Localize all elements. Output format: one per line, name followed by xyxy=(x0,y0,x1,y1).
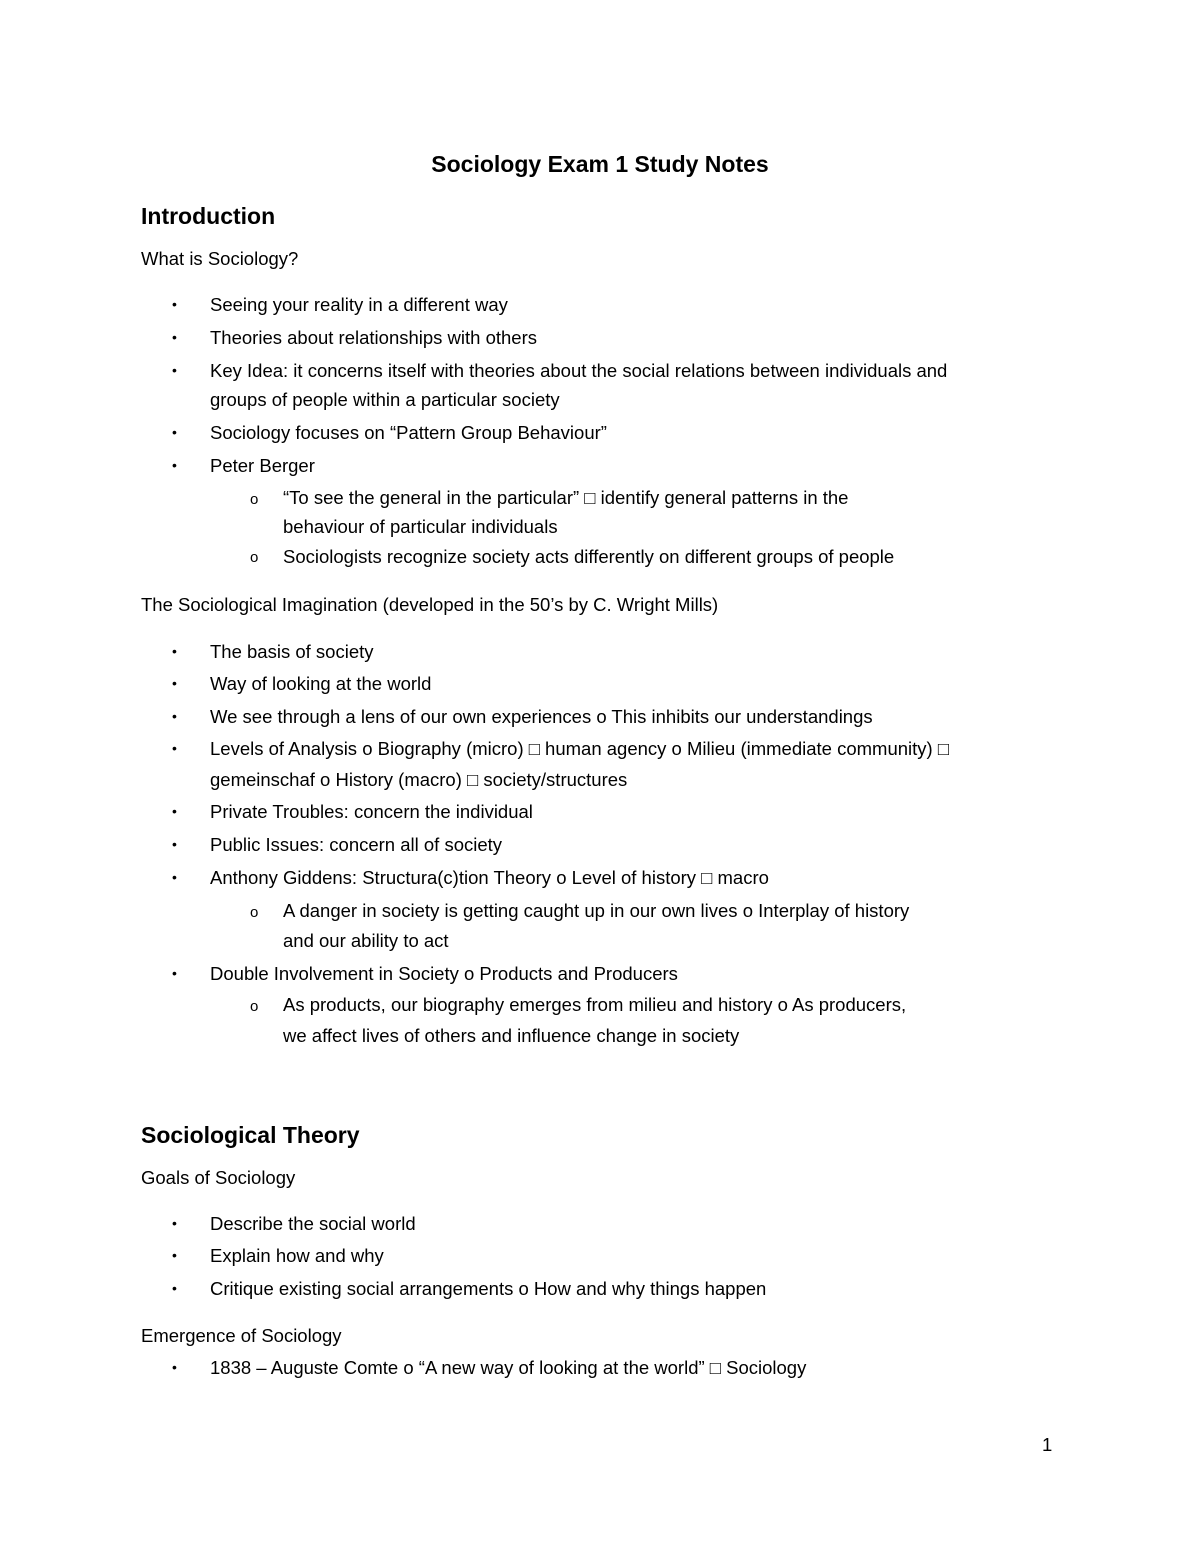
question-emergence-of-sociology: Emergence of Sociology xyxy=(141,1325,342,1346)
list-item: 1838 – Auguste Comte o “A new way of looking at the world” □ Sociology xyxy=(210,1357,807,1378)
bullet-marker: • xyxy=(172,329,177,345)
bullet-marker: • xyxy=(172,1247,177,1263)
list-item: The basis of society xyxy=(210,641,374,662)
list-item: Key Idea: it concerns itself with theories about the social relations between individuals and xyxy=(210,360,948,381)
list-item: Sociology focuses on “Pattern Group Behaviour” xyxy=(210,422,607,443)
sub-list-item: As products, our biography emerges from milieu and history o As producers, xyxy=(283,994,907,1015)
list-item-continuation: gemeinschaf o History (macro) □ society/structures xyxy=(210,769,628,790)
bullet-marker: • xyxy=(172,740,177,756)
bullet-marker: • xyxy=(172,803,177,819)
list-item: Double Involvement in Society o Products and Producers xyxy=(210,963,678,984)
bullet-marker: • xyxy=(172,708,177,724)
list-item-continuation: groups of people within a particular society xyxy=(210,389,560,410)
bullet-marker: • xyxy=(172,362,177,378)
sub-bullet-marker: o xyxy=(250,491,259,508)
bullet-marker: • xyxy=(172,675,177,691)
list-item: Seeing your reality in a different way xyxy=(210,294,508,315)
list-item: Critique existing social arrangements o How and why things happen xyxy=(210,1278,767,1299)
list-item: Theories about relationships with others xyxy=(210,327,538,348)
bullet-marker: • xyxy=(172,1215,177,1231)
list-item: Explain how and why xyxy=(210,1245,384,1266)
list-item: Way of looking at the world xyxy=(210,673,432,694)
bullet-marker: • xyxy=(172,869,177,885)
sub-list-item-continuation: behaviour of particular individuals xyxy=(283,516,558,537)
bullet-marker: • xyxy=(172,457,177,473)
bullet-marker: • xyxy=(172,965,177,981)
sub-list-item: Sociologists recognize society acts differently on different groups of people xyxy=(283,546,895,567)
bullet-marker: • xyxy=(172,424,177,440)
list-item: Public Issues: concern all of society xyxy=(210,834,503,855)
sub-list-item: “To see the general in the particular” □ identify general patterns in the xyxy=(283,487,849,508)
sub-list-item-continuation: we affect lives of others and influence change in society xyxy=(283,1025,740,1046)
bullet-marker: • xyxy=(172,1280,177,1296)
list-item: Private Troubles: concern the individual xyxy=(210,801,533,822)
sub-bullet-marker: o xyxy=(250,998,259,1015)
question-goals-of-sociology: Goals of Sociology xyxy=(141,1167,296,1188)
document-title: Sociology Exam 1 Study Notes xyxy=(431,151,769,177)
bullet-marker: • xyxy=(172,643,177,659)
bullet-marker: • xyxy=(172,296,177,312)
question-what-is-sociology: What is Sociology? xyxy=(141,248,299,269)
section-heading-introduction: Introduction xyxy=(141,203,276,229)
question-sociological-imagination: The Sociological Imagination (developed in the 50’s by C. Wright Mills) xyxy=(141,594,719,615)
list-item: We see through a lens of our own experiences o This inhibits our understandings xyxy=(210,706,873,727)
sub-list-item-continuation: and our ability to act xyxy=(283,930,449,951)
bullet-marker: • xyxy=(172,836,177,852)
list-item: Anthony Giddens: Structura(c)tion Theory o Level of history □ macro xyxy=(210,867,769,888)
list-item: Peter Berger xyxy=(210,455,315,476)
bullet-marker: • xyxy=(172,1359,177,1375)
sub-bullet-marker: o xyxy=(250,549,259,566)
sub-bullet-marker: o xyxy=(250,904,259,921)
sub-list-item: A danger in society is getting caught up in our own lives o Interplay of history xyxy=(283,900,910,921)
list-item: Levels of Analysis o Biography (micro) □ human agency o Milieu (immediate community) □ xyxy=(210,738,949,759)
page-number: 1 xyxy=(1042,1434,1053,1455)
list-item: Describe the social world xyxy=(210,1213,416,1234)
section-heading-sociological-theory: Sociological Theory xyxy=(141,1122,360,1148)
